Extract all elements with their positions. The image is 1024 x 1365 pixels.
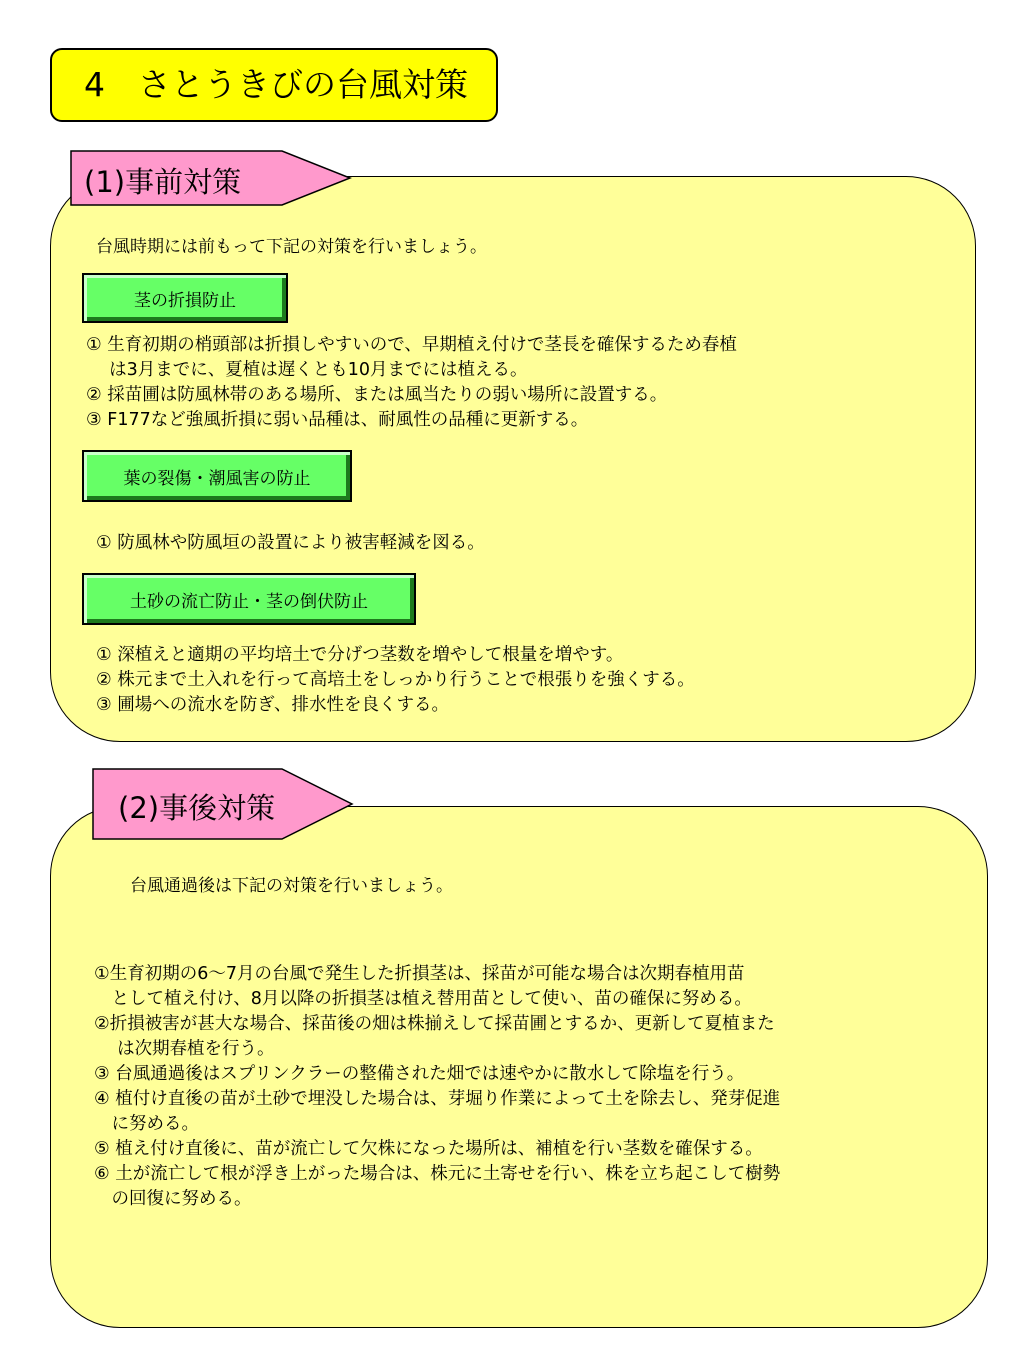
soil-erosion-heading: 土砂の流亡防止・茎の倒伏防止 xyxy=(82,573,416,625)
list-item: は3月までに、夏植は遅くとも10月までには植える。 xyxy=(86,360,528,380)
list-item: ⑥ 土が流亡して根が浮き上がった場合は、株元に土寄せを行い、株を立ち起こして樹勢 xyxy=(94,1164,781,1184)
list-item: ② 株元まで土入れを行って高培土をしっかり行うことで根張りを強くする。 xyxy=(96,670,695,690)
post-intro-text: 台風通過後は下記の対策を行いましょう。 xyxy=(130,876,453,896)
list-item: ⑤ 植え付け直後に、苗が流亡して欠株になった場所は、補植を行い茎数を確保する。 xyxy=(94,1139,763,1159)
list-item: に努める。 xyxy=(94,1114,199,1134)
list-item: ④ 植付け直後の苗が土砂で埋没した場合は、芽堀り作業によって土を除去し、発芽促進 xyxy=(94,1089,781,1109)
list-item: は次期春植を行う。 xyxy=(94,1039,275,1059)
page-title: 4 さとうきびの台風対策 xyxy=(50,48,498,122)
list-item: ③ 台風通過後はスプリンクラーの整備された畑では速やかに散水して除塩を行う。 xyxy=(94,1064,745,1084)
list-item: ① 深植えと適期の平均培土で分げつ茎数を増やして根量を増やす。 xyxy=(96,645,624,665)
pre-measures-tab xyxy=(70,150,352,206)
list-item: ①生育初期の6～7月の台風で発生した折損茎は、採苗が可能な場合は次期春植用苗 xyxy=(94,964,745,984)
list-item: ③ F177など強風折損に弱い品種は、耐風性の品種に更新する。 xyxy=(86,410,589,430)
list-item: として植え付け、8月以降の折損茎は植え替用苗として使い、苗の確保に努める。 xyxy=(94,989,752,1009)
stem-breakage-heading: 茎の折損防止 xyxy=(82,273,288,323)
soil-erosion-list xyxy=(96,643,695,718)
pre-measures-tab-label: (1)事前対策 xyxy=(84,165,242,199)
list-item: ① 生育初期の梢頭部は折損しやすいので、早期植え付けで茎長を確保するため春植 xyxy=(86,335,737,355)
post-measures-tab-label: (2)事後対策 xyxy=(118,791,276,825)
leaf-damage-heading: 葉の裂傷・潮風害の防止 xyxy=(82,450,352,502)
list-item: ②折損被害が甚大な場合、採苗後の畑は株揃えして採苗圃とするか、更新して夏植また xyxy=(94,1014,775,1034)
stem-breakage-list xyxy=(86,333,737,433)
list-item: ③ 圃場への流水を防ぎ、排水性を良くする。 xyxy=(96,695,450,715)
list-item: ② 採苗圃は防風林帯のある場所、または風当たりの弱い場所に設置する。 xyxy=(86,385,668,405)
list-item: の回復に努める。 xyxy=(94,1189,252,1209)
list-item: ① 防風林や防風垣の設置により被害軽減を図る。 xyxy=(96,533,485,553)
leaf-damage-list xyxy=(96,531,485,556)
pre-intro-text: 台風時期には前もって下記の対策を行いましょう。 xyxy=(96,237,487,257)
post-measures-tab xyxy=(92,768,354,840)
post-measures-list xyxy=(94,962,780,1212)
